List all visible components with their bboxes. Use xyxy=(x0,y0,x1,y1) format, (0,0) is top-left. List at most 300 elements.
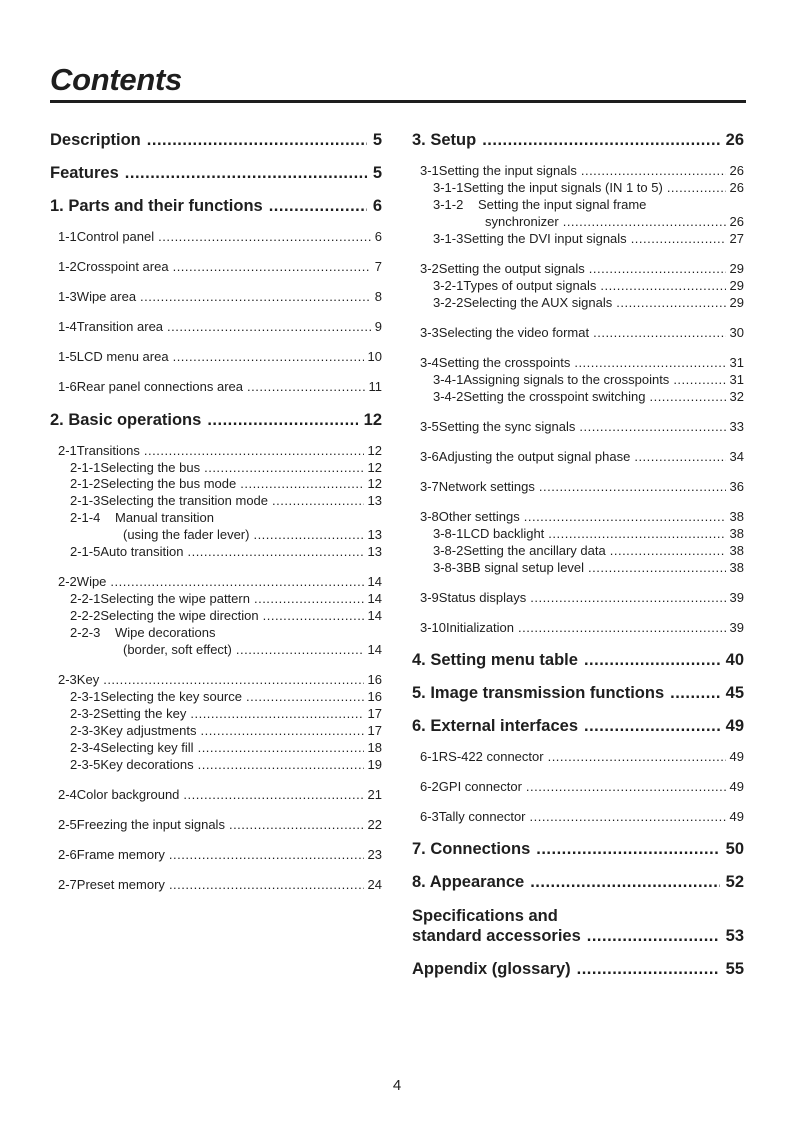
toc-leader-dots xyxy=(530,809,726,824)
toc-entry[interactable] xyxy=(50,443,382,458)
toc-entry-number: 3-1-1 xyxy=(433,180,464,195)
toc-entry[interactable] xyxy=(412,197,744,212)
toc-entry[interactable] xyxy=(50,591,382,606)
toc-leader-dots xyxy=(140,289,371,304)
toc-leader-dots xyxy=(236,642,364,657)
toc-entry-label: BB signal setup level xyxy=(463,560,585,575)
toc-entry-label: Color background xyxy=(76,787,180,802)
toc-entry-page: 24 xyxy=(367,877,382,892)
toc-entry-label: 6. External interfaces xyxy=(412,717,578,735)
toc-entry-label: Selecting the AUX signals xyxy=(463,295,613,310)
toc-entry[interactable] xyxy=(50,817,382,832)
toc-entry[interactable] xyxy=(412,543,744,558)
toc-entry-number: 3-2 xyxy=(420,261,439,276)
toc-entry-number: 2-2 xyxy=(58,574,77,589)
toc-entry-page: 12 xyxy=(367,460,382,475)
toc-entry[interactable] xyxy=(50,672,382,687)
toc-entry-label: Setting the input signals xyxy=(438,163,577,178)
toc-entry-number: 3-8 xyxy=(420,509,439,524)
toc-leader-dots xyxy=(198,757,364,772)
toc-entry-page: 55 xyxy=(725,960,744,978)
toc-entry[interactable] xyxy=(50,319,382,334)
toc-entry-label: 4. Setting menu table xyxy=(412,651,578,669)
toc-entry-number: 3-3 xyxy=(420,325,439,340)
toc-entry-page: 16 xyxy=(367,672,382,687)
toc-entry[interactable] xyxy=(50,229,382,244)
toc-entry-page: 40 xyxy=(725,651,744,669)
toc-entry-number: 2-2-3 xyxy=(70,625,101,640)
toc-entry-number: 2-3-5 xyxy=(70,757,101,772)
toc-entry[interactable] xyxy=(412,651,744,670)
toc-leader-dots xyxy=(581,163,726,178)
toc-entry-label: Features xyxy=(50,164,119,182)
toc-leader-dots xyxy=(649,389,725,404)
toc-entry-number: 2-3-2 xyxy=(70,706,101,721)
toc-entry-page: 29 xyxy=(729,261,744,276)
toc-entry-page: 16 xyxy=(367,689,382,704)
toc-entry-label: Selecting the wipe pattern xyxy=(100,591,250,606)
toc-entry-label: Appendix (glossary) xyxy=(412,960,571,978)
toc-leader-dots xyxy=(584,717,720,736)
toc-entry-number: 2-1-2 xyxy=(70,476,101,491)
toc-entry-label: Types of output signals xyxy=(463,278,597,293)
toc-leader-dots xyxy=(125,164,367,183)
page-number: 4 xyxy=(392,1077,402,1094)
toc-entry-page: 14 xyxy=(367,574,382,589)
toc-leader-dots xyxy=(158,229,371,244)
toc-entry-label: Network settings xyxy=(438,479,535,494)
toc-entry[interactable] xyxy=(412,927,744,946)
toc-entry-label: Manual transition xyxy=(115,510,214,525)
toc-entry-page: 39 xyxy=(729,620,744,635)
toc-entry[interactable] xyxy=(50,379,382,394)
toc-leader-dots xyxy=(173,259,371,274)
toc-entry-label: Selecting the wipe direction xyxy=(100,608,259,623)
toc-entry-page: 10 xyxy=(367,349,382,364)
toc-entry[interactable] xyxy=(412,779,744,794)
toc-entry-label: Selecting the key source xyxy=(100,689,242,704)
toc-leader-dots xyxy=(593,325,725,340)
toc-entry-number: 2-7 xyxy=(58,877,77,892)
toc-entry-number: 3-5 xyxy=(420,419,439,434)
toc-leader-dots xyxy=(147,131,367,150)
toc-entry[interactable] xyxy=(412,131,744,150)
toc-entry-label: 1. Parts and their functions xyxy=(50,197,263,215)
toc-entry-label: Setting the crosspoints xyxy=(438,355,571,370)
toc-entry-label: Frame memory xyxy=(76,847,165,862)
toc-leader-dots xyxy=(631,231,726,246)
toc-entry[interactable] xyxy=(50,493,382,508)
toc-entry-page: 26 xyxy=(729,163,744,178)
toc-entry-number: 2-3 xyxy=(58,672,77,687)
toc-entry[interactable] xyxy=(412,907,744,926)
toc-entry-page: 6 xyxy=(372,197,382,215)
toc-entry[interactable] xyxy=(412,180,744,195)
toc-leader-dots xyxy=(204,460,363,475)
toc-entry-page: 38 xyxy=(729,560,744,575)
toc-entry-page: 53 xyxy=(725,927,744,945)
toc-entry[interactable] xyxy=(412,278,744,293)
toc-entry[interactable] xyxy=(412,419,744,434)
toc-entry[interactable] xyxy=(50,706,382,721)
toc-leader-dots xyxy=(539,479,726,494)
toc-entry-page: 33 xyxy=(729,419,744,434)
toc-entry[interactable] xyxy=(412,389,744,404)
toc-leader-dots xyxy=(670,684,720,703)
toc-entry[interactable] xyxy=(50,510,382,525)
toc-entry[interactable] xyxy=(412,960,744,979)
toc-entry-number: 1-4 xyxy=(58,319,77,334)
toc-entry-page: 49 xyxy=(729,809,744,824)
toc-leader-dots xyxy=(579,419,725,434)
toc-entry-number: 1-6 xyxy=(58,379,77,394)
toc-entry[interactable] xyxy=(50,164,382,183)
toc-entry-label: Selecting the bus mode xyxy=(100,476,237,491)
toc-entry-label: Specifications and xyxy=(412,907,558,925)
toc-entry[interactable] xyxy=(50,625,382,640)
toc-entry[interactable] xyxy=(412,840,744,859)
toc-entry-label: Status displays xyxy=(438,590,527,605)
toc-entry-label: Setting the ancillary data xyxy=(463,543,606,558)
toc-entry-page: 49 xyxy=(725,717,744,735)
toc-entry-label: Freezing the input signals xyxy=(76,817,225,832)
toc-entry-label: Setting the key xyxy=(100,706,187,721)
toc-leader-dots xyxy=(247,379,364,394)
toc-leader-dots xyxy=(169,847,364,862)
toc-entry-number: 2-1-5 xyxy=(70,544,101,559)
toc-leader-dots xyxy=(588,560,725,575)
toc-entry[interactable] xyxy=(412,749,744,764)
toc-entry[interactable] xyxy=(50,197,382,216)
toc-entry[interactable] xyxy=(412,163,744,178)
toc-entry-number: 2-3-3 xyxy=(70,723,101,738)
toc-entry-number: 2-5 xyxy=(58,817,77,832)
toc-leader-dots xyxy=(518,620,726,635)
toc-entry-page: 29 xyxy=(729,295,744,310)
toc-entry-page: 13 xyxy=(367,544,382,559)
toc-entry-page: 6 xyxy=(374,229,382,244)
toc-entry-number: 3-9 xyxy=(420,590,439,605)
toc-entry[interactable] xyxy=(412,372,744,387)
toc-entry-number: 3-2-1 xyxy=(433,278,464,293)
toc-entry-label: Setting the crosspoint switching xyxy=(463,389,646,404)
toc-entry-number: 1-1 xyxy=(58,229,77,244)
toc-entry-number: 1-3 xyxy=(58,289,77,304)
toc-leader-dots xyxy=(548,526,725,541)
toc-entry-page: 38 xyxy=(729,526,744,541)
toc-leader-dots xyxy=(173,349,364,364)
toc-leader-dots xyxy=(269,197,367,216)
toc-entry-label: Transition area xyxy=(76,319,164,334)
toc-entry-number: 3-6 xyxy=(420,449,439,464)
toc-leader-dots xyxy=(167,319,371,334)
toc-entry[interactable] xyxy=(412,590,744,605)
toc-entry-label: Preset memory xyxy=(76,877,165,892)
toc-entry-label: LCD menu area xyxy=(76,349,169,364)
toc-entry-label: Key xyxy=(76,672,100,687)
toc-entry-page: 12 xyxy=(363,411,382,429)
toc-entry-label: Selecting key fill xyxy=(100,740,194,755)
toc-leader-dots xyxy=(198,740,364,755)
toc-entry-label: Initialization xyxy=(446,620,514,635)
toc-entry-page: 14 xyxy=(367,642,382,657)
toc-entry[interactable] xyxy=(50,574,382,589)
toc-entry-label: Setting the input signals (IN 1 to 5) xyxy=(463,180,663,195)
toc-entry[interactable] xyxy=(50,476,382,491)
toc-entry-page: 14 xyxy=(367,591,382,606)
toc-leader-dots xyxy=(589,261,726,276)
toc-entry-page: 19 xyxy=(367,757,382,772)
toc-entry[interactable] xyxy=(412,560,744,575)
toc-entry-number: 3-4-1 xyxy=(433,372,464,387)
toc-entry-label: (border, soft effect) xyxy=(123,642,232,657)
toc-entry-number: 2-2-1 xyxy=(70,591,101,606)
toc-entry-page: 45 xyxy=(725,684,744,702)
toc-leader-dots xyxy=(187,544,363,559)
toc-entry-page: 17 xyxy=(367,706,382,721)
toc-entry[interactable] xyxy=(412,717,744,736)
toc-entry[interactable] xyxy=(50,544,382,559)
toc-entry-number: 2-3-4 xyxy=(70,740,101,755)
toc-entry-label: Auto transition xyxy=(100,544,184,559)
toc-entry[interactable] xyxy=(50,289,382,304)
toc-entry-page: 26 xyxy=(725,131,744,149)
toc-entry[interactable] xyxy=(412,526,744,541)
toc-entry-label: standard accessories xyxy=(412,927,581,945)
toc-entry-label: RS-422 connector xyxy=(438,749,544,764)
toc-entry-page: 39 xyxy=(729,590,744,605)
toc-leader-dots xyxy=(530,873,719,892)
toc-entry-page: 38 xyxy=(729,543,744,558)
toc-entry-label: Setting the sync signals xyxy=(438,419,576,434)
toc-entry[interactable] xyxy=(412,214,744,229)
toc-entry[interactable] xyxy=(412,325,744,340)
toc-leader-dots xyxy=(169,877,364,892)
toc-entry-label: LCD backlight xyxy=(463,526,545,541)
toc-leader-dots xyxy=(616,295,725,310)
toc-entry[interactable] xyxy=(412,620,744,635)
toc-entry-label: Other settings xyxy=(438,509,520,524)
toc-entry[interactable] xyxy=(50,642,382,657)
toc-entry[interactable] xyxy=(412,355,744,370)
toc-entry-page: 13 xyxy=(367,527,382,542)
toc-entry[interactable] xyxy=(50,847,382,862)
toc-entry[interactable] xyxy=(412,231,744,246)
toc-entry[interactable] xyxy=(412,509,744,524)
toc-entry-label: 3. Setup xyxy=(412,131,477,149)
toc-entry-number: 2-6 xyxy=(58,847,77,862)
toc-entry-page: 30 xyxy=(729,325,744,340)
toc-leader-dots xyxy=(584,651,720,670)
toc-entry-number: 3-10 xyxy=(420,620,447,635)
toc-entry-page: 18 xyxy=(367,740,382,755)
toc-entry-label: Wipe xyxy=(76,574,107,589)
toc-leader-dots xyxy=(144,443,364,458)
toc-entry-page: 26 xyxy=(729,180,744,195)
toc-leader-dots xyxy=(634,449,725,464)
toc-entry-page: 7 xyxy=(374,259,382,274)
toc-entry-label: 2. Basic operations xyxy=(50,411,202,429)
toc-entry-number: 3-8-2 xyxy=(433,543,464,558)
toc-entry-page: 11 xyxy=(368,379,382,394)
toc-leader-dots xyxy=(229,817,364,832)
toc-leader-dots xyxy=(548,749,726,764)
toc-entry-page: 17 xyxy=(367,723,382,738)
toc-entry-number: 3-4-2 xyxy=(433,389,464,404)
toc-entry[interactable] xyxy=(50,460,382,475)
toc-leader-dots xyxy=(667,180,726,195)
toc-leader-dots xyxy=(272,493,364,508)
toc-leader-dots xyxy=(253,527,363,542)
toc-entry-page: 12 xyxy=(367,443,382,458)
toc-entry[interactable] xyxy=(412,449,744,464)
toc-entry-number: 1-5 xyxy=(58,349,77,364)
toc-entry-label: Setting the input signal frame xyxy=(478,197,647,212)
toc-entry-label: Selecting the transition mode xyxy=(100,493,269,508)
toc-entry-label: 5. Image transmission functions xyxy=(412,684,665,702)
toc-leader-dots xyxy=(263,608,364,623)
toc-entry-page: 21 xyxy=(367,787,382,802)
toc-entry[interactable] xyxy=(50,740,382,755)
toc-leader-dots xyxy=(200,723,363,738)
toc-entry-label: Key decorations xyxy=(100,757,194,772)
toc-leader-dots xyxy=(526,779,726,794)
toc-entry-page: 8 xyxy=(374,289,382,304)
toc-entry-page: 29 xyxy=(729,278,744,293)
toc-leader-dots xyxy=(530,590,725,605)
toc-entry-page: 34 xyxy=(729,449,744,464)
toc-leader-dots xyxy=(190,706,363,721)
toc-entry-number: 3-7 xyxy=(420,479,439,494)
toc-leader-dots xyxy=(577,960,720,979)
toc-entry-label: Selecting the video format xyxy=(438,325,590,340)
toc-leader-dots xyxy=(110,574,363,589)
toc-entry-page: 27 xyxy=(729,231,744,246)
toc-entry[interactable] xyxy=(50,527,382,542)
toc-entry-number: 6-3 xyxy=(420,809,439,824)
toc-entry[interactable] xyxy=(412,479,744,494)
toc-entry[interactable] xyxy=(412,295,744,310)
toc-entry-page: 50 xyxy=(725,840,744,858)
toc-leader-dots xyxy=(536,840,719,859)
toc-entry-label: Key adjustments xyxy=(100,723,197,738)
toc-entry-number: 3-8-1 xyxy=(433,526,464,541)
toc-entry-number: 2-1 xyxy=(58,443,77,458)
toc-entry-label: Setting the DVI input signals xyxy=(463,231,627,246)
toc-entry-number: 2-3-1 xyxy=(70,689,101,704)
toc-entry-label: Description xyxy=(50,131,141,149)
toc-leader-dots xyxy=(246,689,364,704)
toc-entry-number: 3-4 xyxy=(420,355,439,370)
toc-entry-label: synchronizer xyxy=(485,214,559,229)
toc-entry[interactable] xyxy=(412,873,744,892)
toc-entry-page: 5 xyxy=(372,164,382,182)
toc-entry-number: 3-8-3 xyxy=(433,560,464,575)
toc-entry-number: 2-2-2 xyxy=(70,608,101,623)
toc-entry[interactable] xyxy=(50,723,382,738)
toc-entry[interactable] xyxy=(50,349,382,364)
toc-entry-label: Crosspoint area xyxy=(76,259,169,274)
toc-entry-label: Tally connector xyxy=(438,809,526,824)
toc-entry[interactable] xyxy=(50,757,382,772)
toc-entry-number: 3-1-2 xyxy=(433,197,464,212)
toc-entry[interactable] xyxy=(50,259,382,274)
toc-entry-page: 14 xyxy=(367,608,382,623)
toc-entry-label: Setting the output signals xyxy=(438,261,585,276)
toc-leader-dots xyxy=(103,672,363,687)
toc-entry-number: 3-2-2 xyxy=(433,295,464,310)
page-title: Contents xyxy=(50,62,182,97)
toc-leader-dots xyxy=(600,278,725,293)
toc-entry-page: 38 xyxy=(729,509,744,524)
toc-entry[interactable] xyxy=(50,131,382,150)
toc-entry-page: 49 xyxy=(729,749,744,764)
toc-entry-page: 23 xyxy=(367,847,382,862)
toc-leader-dots xyxy=(673,372,725,387)
toc-entry-number: 2-1-1 xyxy=(70,460,101,475)
toc-entry-page: 49 xyxy=(729,779,744,794)
toc-entry-label: GPI connector xyxy=(438,779,522,794)
toc-leader-dots xyxy=(524,509,726,524)
toc-entry-number: 6-2 xyxy=(420,779,439,794)
toc-leader-dots xyxy=(610,543,726,558)
toc-entry-number: 6-1 xyxy=(420,749,439,764)
title-rule xyxy=(50,100,746,103)
toc-entry[interactable] xyxy=(50,787,382,802)
toc-entry-label: Wipe decorations xyxy=(115,625,216,640)
toc-entry-label: Transitions xyxy=(76,443,140,458)
toc-leader-dots xyxy=(183,787,363,802)
toc-entry-page: 36 xyxy=(729,479,744,494)
toc-entry[interactable] xyxy=(412,684,744,703)
toc-entry-page: 9 xyxy=(374,319,382,334)
toc-entry[interactable] xyxy=(412,261,744,276)
toc-leader-dots xyxy=(574,355,725,370)
toc-entry-number: 1-2 xyxy=(58,259,77,274)
toc-entry[interactable] xyxy=(50,411,382,430)
toc-leader-dots xyxy=(563,214,726,229)
toc-entry-number: 2-1-4 xyxy=(70,510,101,525)
toc-leader-dots xyxy=(207,411,357,430)
toc-entry-label: Adjusting the output signal phase xyxy=(438,449,631,464)
toc-entry-page: 12 xyxy=(367,476,382,491)
toc-entry-number: 3-1 xyxy=(420,163,439,178)
toc-leader-dots xyxy=(482,131,719,150)
toc-entry-page: 26 xyxy=(729,214,744,229)
toc-entry-page: 32 xyxy=(729,389,744,404)
toc-entry-page: 5 xyxy=(372,131,382,149)
toc-entry[interactable] xyxy=(50,877,382,892)
toc-entry-page: 22 xyxy=(367,817,382,832)
toc-entry-number: 3-1-3 xyxy=(433,231,464,246)
toc-entry-label: (using the fader lever) xyxy=(123,527,250,542)
toc-leader-dots xyxy=(587,927,720,946)
toc-entry[interactable] xyxy=(412,809,744,824)
toc-entry-label: Rear panel connections area xyxy=(76,379,244,394)
toc-entry-number: 2-4 xyxy=(58,787,77,802)
toc-entry[interactable] xyxy=(50,689,382,704)
toc-entry-label: Control panel xyxy=(76,229,155,244)
toc-entry-label: Assigning signals to the crosspoints xyxy=(463,372,670,387)
toc-entry-page: 13 xyxy=(367,493,382,508)
toc-entry-label: 7. Connections xyxy=(412,840,531,858)
toc-entry-label: 8. Appearance xyxy=(412,873,525,891)
toc-entry[interactable] xyxy=(50,608,382,623)
toc-entry-label: Selecting the bus xyxy=(100,460,201,475)
toc-entry-page: 52 xyxy=(725,873,744,891)
toc-leader-dots xyxy=(240,476,363,491)
toc-leader-dots xyxy=(254,591,364,606)
